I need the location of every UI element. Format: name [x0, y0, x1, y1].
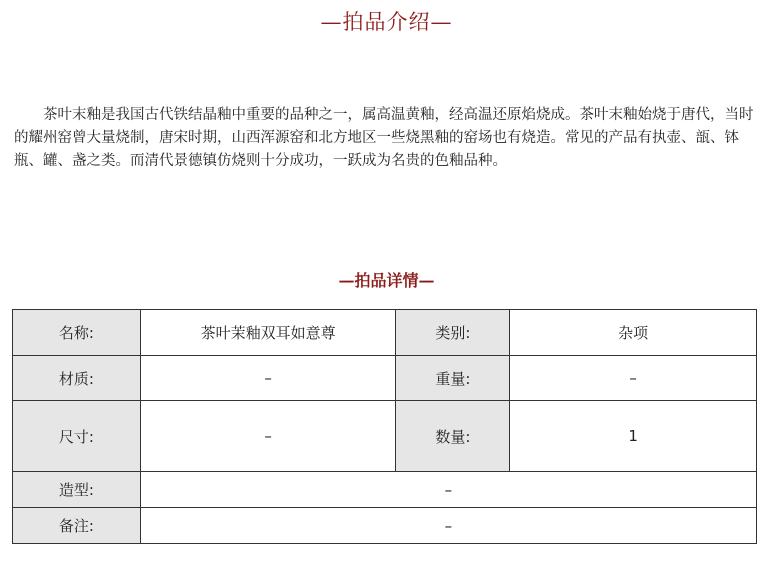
shape-label: 造型:	[13, 472, 141, 508]
table-row	[13, 356, 757, 401]
notes-label: 备注:	[13, 508, 141, 544]
table-row	[13, 401, 757, 472]
material-value: –	[140, 356, 396, 401]
lot-introduction-text: 茶叶末釉是我国古代铁结晶釉中重要的品种之一，属高温黄釉，经高温还原焰烧成。茶叶末釉始烧于唐代，当时的耀州窑曾大量烧制，唐宋时期，山西浑源窑和北方地区一些烧黑釉的窑场也有烧造。常见的产品有执壶、瓿、钵瓶、罐、盏之类。而清代景德镇仿烧则十分成功，一跃成为名贵的色釉品种。	[14, 107, 754, 169]
lot-introduction-title: —拍品介绍—	[320, 10, 453, 34]
notes-value: –	[140, 508, 756, 544]
lot-details-table	[12, 309, 757, 544]
quantity-value: 1	[510, 401, 757, 472]
table-row	[13, 508, 757, 544]
category-value: 杂项	[510, 310, 757, 356]
weight-value: –	[510, 356, 757, 401]
material-label: 材质:	[13, 356, 141, 401]
shape-value: –	[140, 472, 756, 508]
category-label: 类别:	[396, 310, 510, 356]
size-label: 尺寸:	[13, 401, 141, 472]
name-label: 名称:	[13, 310, 141, 356]
quantity-label: 数量:	[396, 401, 510, 472]
weight-label: 重量:	[396, 356, 510, 401]
lot-details-title: —拍品详情—	[338, 271, 435, 290]
name-value: 茶叶茉釉双耳如意尊	[140, 310, 396, 356]
table-row	[13, 310, 757, 356]
size-value: –	[140, 401, 396, 472]
table-row	[13, 472, 757, 508]
